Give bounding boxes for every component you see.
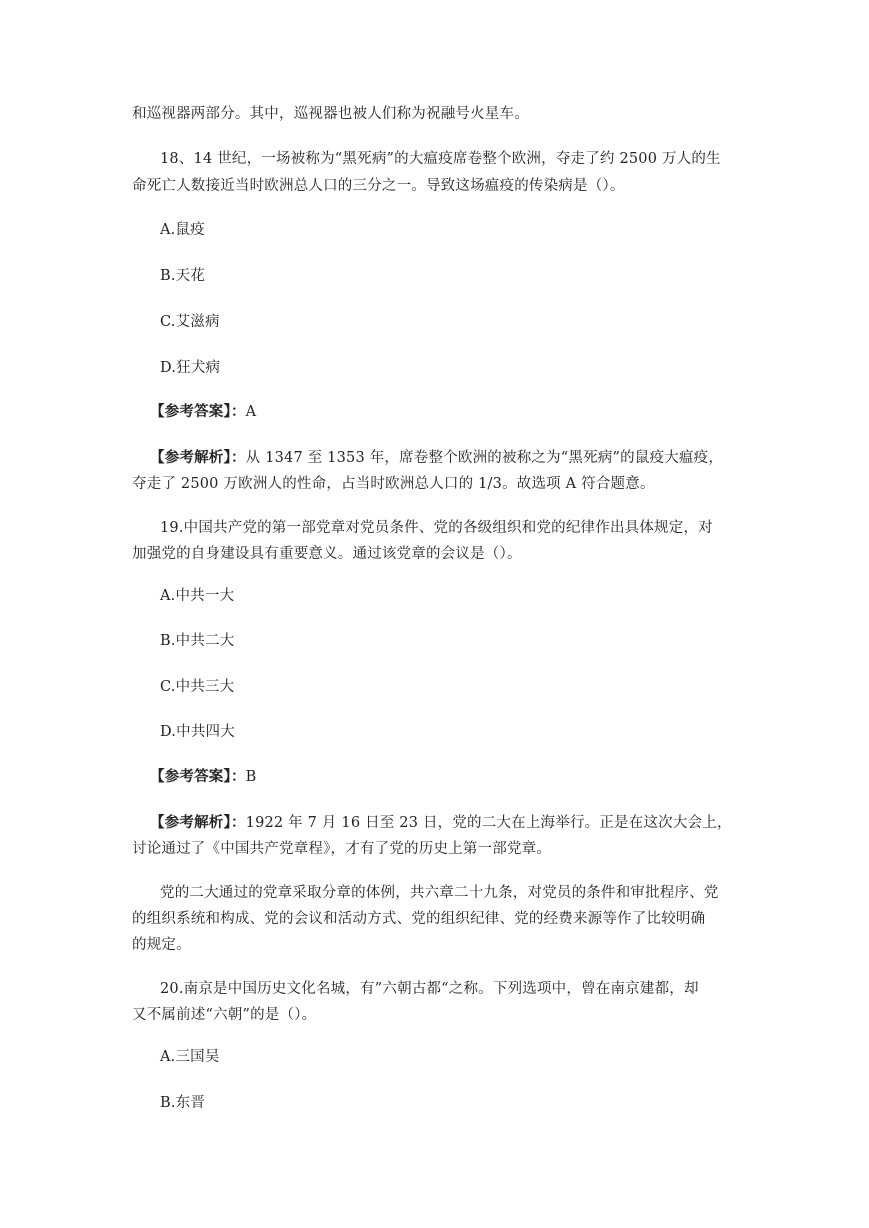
q19-option-a: A.中共一大 — [160, 588, 235, 604]
q18-analysis-text-1: 从 1347 至 1353 年，席卷整个欧洲的被称之为“黑死病”的鼠疫大瘟疫， — [245, 450, 724, 466]
q18-answer-label: 【参考答案】： — [150, 403, 246, 420]
q19-extra-line-2: 的组织系统和构成、党的会议和活动方式、党的组织纪律、党的经费来源等作了比较明确 — [132, 911, 706, 927]
q19-answer — [150, 763, 257, 791]
q18-option-d: D.狂犬病 — [160, 360, 221, 376]
q20-stem-line-2: 又不属前述“六朝”的是（）。 — [132, 1007, 317, 1023]
q18-answer — [150, 398, 256, 426]
q19-option-d: D.中共四大 — [160, 724, 235, 740]
q19-extra-line-3: 的规定。 — [132, 937, 191, 953]
q18-option-a: A.鼠疫 — [160, 222, 205, 238]
q19-answer-label: 【参考答案】： — [150, 768, 246, 785]
q18-stem-line-2: 命死亡人数接近当时欧洲总人口的三分之一。导致这场瘟疫的传染病是（）。 — [132, 178, 625, 194]
q18-option-b: B.天花 — [160, 268, 206, 284]
q19-analysis-line-1 — [150, 809, 732, 837]
q19-analysis-label: 【参考解析】： — [150, 814, 246, 831]
q18-analysis-label: 【参考解析】： — [150, 449, 246, 466]
q19-stem-line-2: 加强党的自身建设具有重要意义。通过该党章的会议是（）。 — [132, 546, 522, 562]
q19-analysis-line-2: 讨论通过了《中国共产党章程》，才有了党的历史上第一部党章。 — [132, 841, 552, 857]
q19-stem-line-1: 19.中国共产党的第一部党章对党员条件、党的各级组织和党的纪律作出具体规定，对 — [160, 520, 713, 536]
q19-answer-value: B — [245, 769, 257, 785]
q19-extra-line-1: 党的二大通过的党章采取分章的体例，共六章二十九条，对党员的条件和审批程序、党 — [160, 885, 719, 901]
q19-option-b: B.中共二大 — [160, 633, 235, 649]
q18-option-c: C.艾滋病 — [160, 314, 220, 330]
q18-answer-value: A — [245, 404, 257, 420]
q19-analysis-text-1: 1922 年 7 月 16 日至 23 日，党的二大在上海举行。正是在这次大会上， — [245, 815, 732, 831]
q18-stem-line-1: 18、14 世纪，一场被称为“黑死病”的大瘟疫席卷整个欧洲，夺走了约 2500 万人的生 — [160, 151, 721, 167]
q18-analysis-line-2: 夺走了 2500 万欧洲人的性命，占当时欧洲总人口的 1/3。故选项 A 符合题意。 — [132, 476, 655, 492]
q20-stem-line-1: 20.南京是中国历史文化名城，有”六朝古都“之称。下列选项中，曾在南京建都，却 — [160, 981, 699, 997]
q18-analysis-line-1 — [150, 444, 723, 472]
q20-option-a: A.三国吴 — [160, 1049, 220, 1065]
intro-tail: 和巡视器两部分。其中，巡视器也被人们称为祝融号火星车。 — [132, 106, 529, 122]
q20-option-b: B.东晋 — [160, 1095, 206, 1111]
q19-option-c: C.中共三大 — [160, 679, 235, 695]
